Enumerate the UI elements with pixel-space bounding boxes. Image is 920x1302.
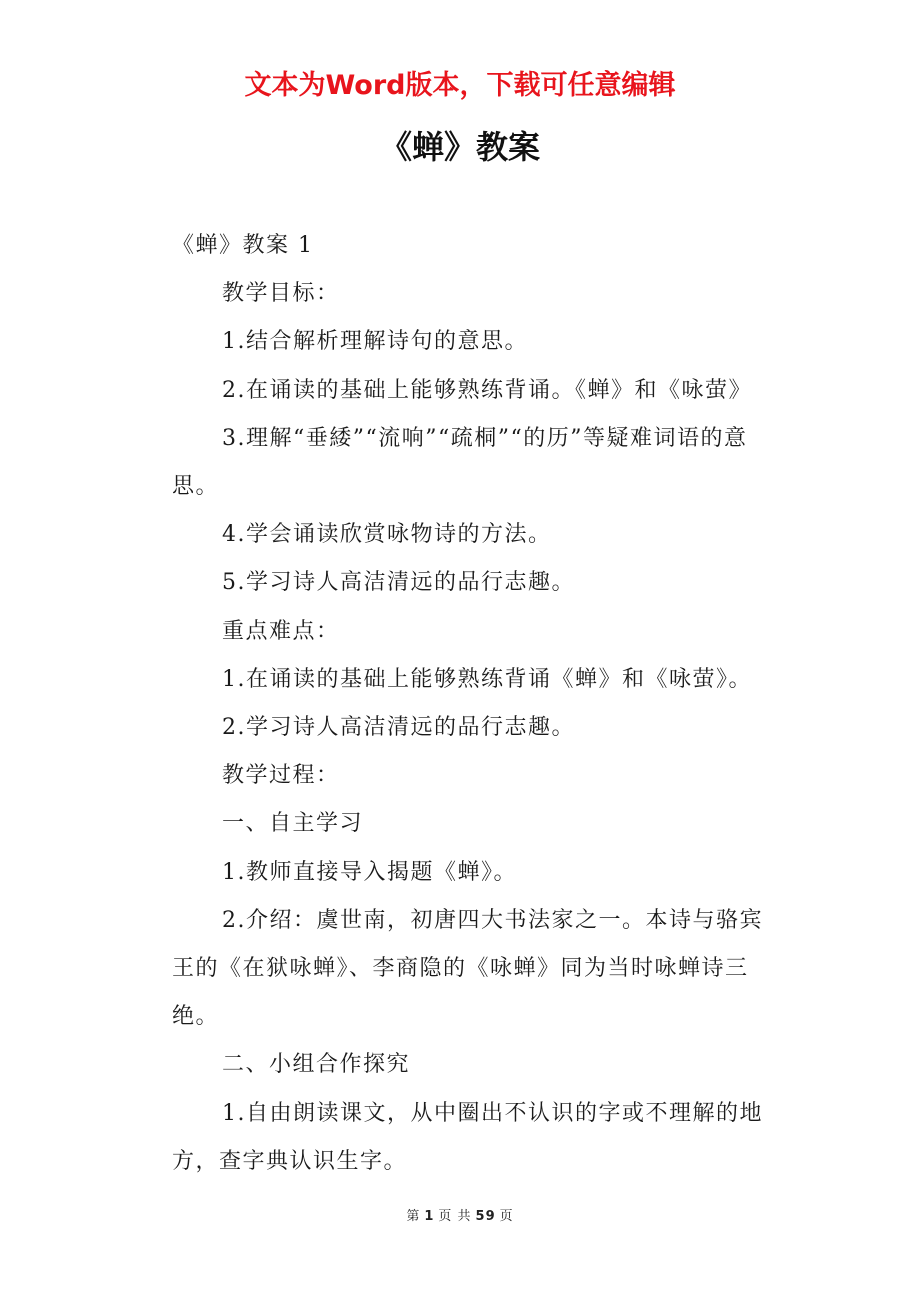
body-paragraph: 二、小组合作探究 (222, 1052, 411, 1078)
body-paragraph: 3.理解“垂緌”“流响”“疏桐”“的历”等疑难词语的意思。 (172, 425, 748, 500)
body-paragraph: 2.介绍：虞世南，初唐四大书法家之一。本诗与骆宾王的《在狱咏蝉》、李商隐的《咏蝉》同为当时咏蝉诗三绝。 (172, 907, 763, 1030)
body-paragraph: 教学目标： (222, 281, 340, 307)
footer-prefix: 第 (406, 1209, 421, 1224)
body-paragraph: 1.在诵读的基础上能够熟练背诵《蝉》和《咏萤》。 (222, 666, 752, 692)
body-paragraph: 1.结合解析理解诗句的意思。 (222, 329, 528, 355)
body-paragraph: 2.在诵读的基础上能够熟练背诵。《蝉》和《咏萤》 (222, 377, 752, 403)
body-paragraph: 《蝉》教案 1 (172, 233, 314, 258)
footer-page-number: 1 (424, 1209, 435, 1224)
body-paragraph: 重点难点： (222, 618, 340, 644)
body-paragraph: 2.学习诗人高洁清远的品行志趣。 (222, 715, 575, 741)
footer-middle: 页 共 (438, 1209, 472, 1224)
body-paragraph: 一、自主学习 (222, 811, 364, 837)
document-title: 《蝉》教案 (379, 128, 540, 166)
footer-total-pages: 59 (475, 1209, 496, 1224)
footer-suffix: 页 (499, 1209, 514, 1224)
page-footer (0, 1207, 920, 1227)
body-paragraph: 1.自由朗读课文，从中圈出不认识的字或不理解的地方，查字典认识生字。 (172, 1100, 763, 1174)
body-paragraph: 1.教师直接导入揭题《蝉》。 (222, 859, 517, 885)
body-paragraph: 5.学习诗人高洁清远的品行志趣。 (222, 570, 575, 596)
body-paragraph: 4.学会诵读欣赏咏物诗的方法。 (222, 522, 552, 548)
document-body (172, 222, 782, 1186)
body-paragraph: 教学过程： (222, 763, 340, 789)
download-banner: 文本为Word版本，下载可任意编辑 (244, 70, 676, 101)
